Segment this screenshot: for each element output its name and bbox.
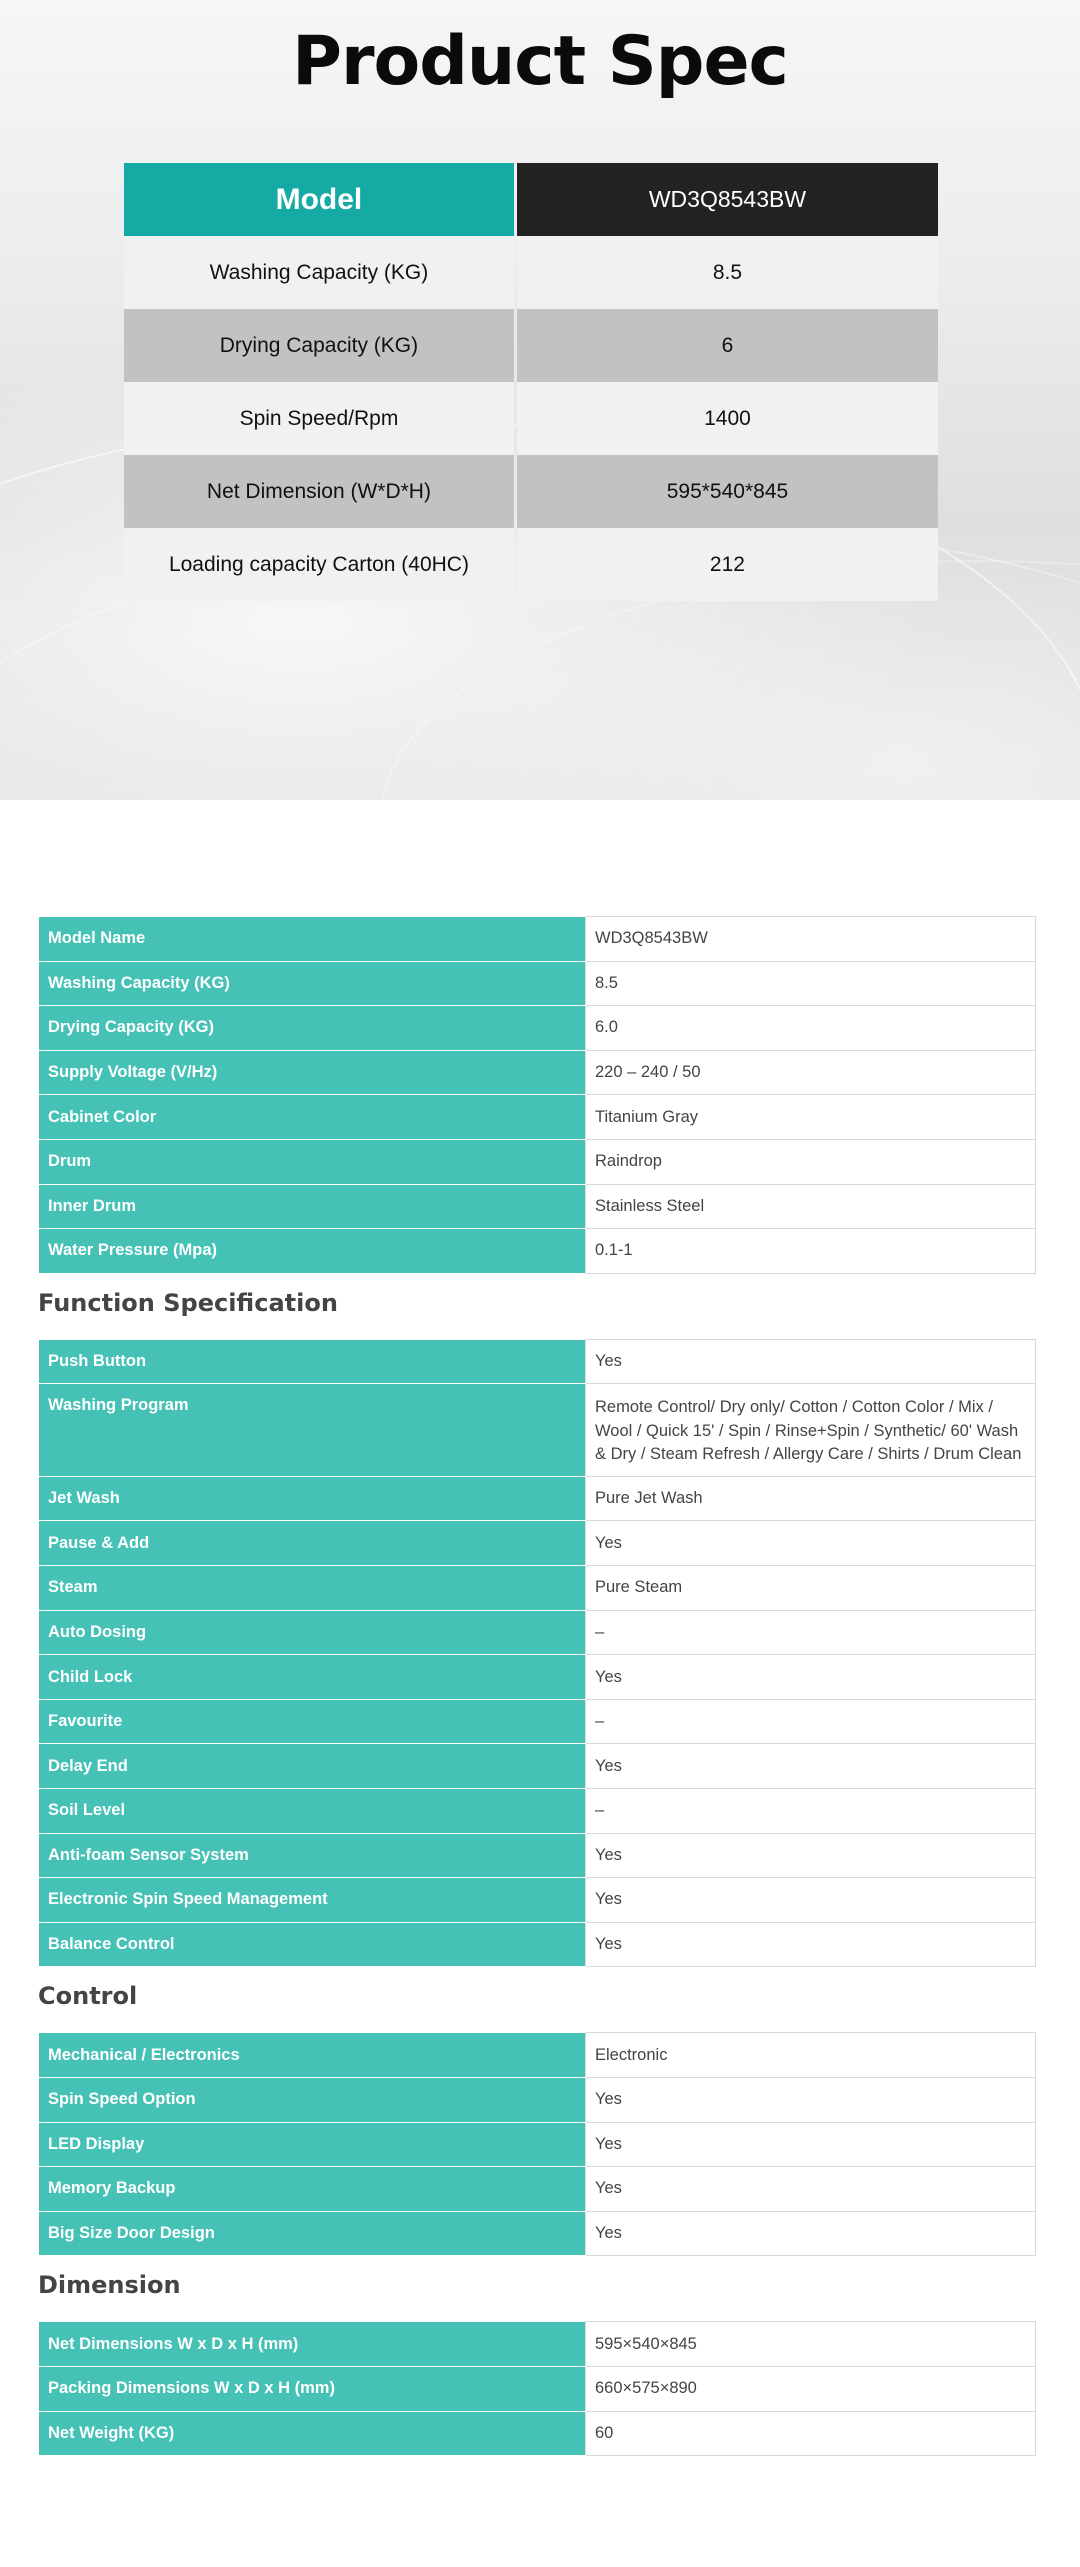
summary-row <box>124 382 938 455</box>
spec-value: Yes <box>586 2167 1036 2212</box>
table-row <box>39 1139 1036 1184</box>
summary-row-label: Loading capacity Carton (40HC) <box>124 528 514 601</box>
table-row <box>39 1476 1036 1521</box>
spec-value: 660×575×890 <box>586 2366 1036 2411</box>
table-row <box>39 1095 1036 1140</box>
summary-row-value: 1400 <box>517 382 938 455</box>
spec-value: Yes <box>586 1521 1036 1566</box>
spec-value: Yes <box>586 1655 1036 1700</box>
table-row <box>39 1922 1036 1967</box>
summary-row-value: 6 <box>517 309 938 382</box>
spec-value: Electronic <box>586 2033 1036 2078</box>
spec-value: Yes <box>586 1339 1036 1384</box>
table-row <box>39 1566 1036 1611</box>
section-title-dimension: Dimension <box>38 2271 181 2300</box>
summary-header-row <box>124 163 938 236</box>
spec-value: – <box>586 1610 1036 1655</box>
table-row <box>39 2033 1036 2078</box>
summary-header-value: WD3Q8543BW <box>517 163 938 236</box>
spec-label: Delay End <box>39 1744 586 1789</box>
spec-label: Auto Dosing <box>39 1610 586 1655</box>
table-row <box>39 1339 1036 1384</box>
spec-label: LED Display <box>39 2122 586 2167</box>
table-row <box>39 1833 1036 1878</box>
spec-value: WD3Q8543BW <box>586 917 1036 962</box>
table-row <box>39 1699 1036 1744</box>
spec-label: Steam <box>39 1566 586 1611</box>
spec-label: Packing Dimensions W x D x H (mm) <box>39 2366 586 2411</box>
table-row <box>39 2077 1036 2122</box>
spec-value: 0.1-1 <box>586 1229 1036 1274</box>
spec-label: Water Pressure (Mpa) <box>39 1229 586 1274</box>
spec-label: Electronic Spin Speed Management <box>39 1878 586 1923</box>
table-row <box>39 1521 1036 1566</box>
spec-label: Balance Control <box>39 1922 586 1967</box>
spec-label: Net Weight (KG) <box>39 2411 586 2456</box>
function-spec-table <box>38 1339 1036 1968</box>
spec-label: Favourite <box>39 1699 586 1744</box>
table-row <box>39 1655 1036 1700</box>
summary-row-value: 595*540*845 <box>517 455 938 528</box>
summary-row-label: Net Dimension (W*D*H) <box>124 455 514 528</box>
spec-label: Soil Level <box>39 1789 586 1834</box>
table-row <box>39 2167 1036 2212</box>
table-row <box>39 2122 1036 2167</box>
spec-value: Pure Jet Wash <box>586 1476 1036 1521</box>
spec-label: Washing Capacity (KG) <box>39 961 586 1006</box>
spec-value: Titanium Gray <box>586 1095 1036 1140</box>
table-row <box>39 2411 1036 2456</box>
spec-label: Child Lock <box>39 1655 586 1700</box>
spec-label: Washing Program <box>39 1384 586 1477</box>
spec-value: 8.5 <box>586 961 1036 1006</box>
section-title-control: Control <box>38 1982 138 2011</box>
table-row <box>39 1050 1036 1095</box>
summary-row-label: Spin Speed/Rpm <box>124 382 514 455</box>
table-row <box>39 1184 1036 1229</box>
table-row <box>39 2211 1036 2256</box>
control-spec-table <box>38 2032 1036 2256</box>
spec-value: Pure Steam <box>586 1566 1036 1611</box>
summary-spec-table <box>121 163 941 601</box>
table-row <box>39 2322 1036 2367</box>
spec-label: Jet Wash <box>39 1476 586 1521</box>
spec-value: 60 <box>586 2411 1036 2456</box>
table-row <box>39 1384 1036 1477</box>
spec-value: Yes <box>586 1878 1036 1923</box>
summary-row-label: Washing Capacity (KG) <box>124 236 514 309</box>
summary-header-label: Model <box>124 163 514 236</box>
spec-value: 220 – 240 / 50 <box>586 1050 1036 1095</box>
table-row <box>39 1744 1036 1789</box>
spec-value: – <box>586 1789 1036 1834</box>
spec-label: Memory Backup <box>39 2167 586 2212</box>
spec-value: Yes <box>586 2211 1036 2256</box>
summary-row-label: Drying Capacity (KG) <box>124 309 514 382</box>
table-row <box>39 961 1036 1006</box>
spec-label: Net Dimensions W x D x H (mm) <box>39 2322 586 2367</box>
page-title: Product Spec <box>292 22 788 101</box>
spec-label: Drying Capacity (KG) <box>39 1006 586 1051</box>
table-row <box>39 1229 1036 1274</box>
spec-value: Remote Control/ Dry only/ Cotton / Cotton Color / Mix / Wool / Quick 15' / Spin / Rinse+Spin / Synthetic/ 60' Wash & Dry / Steam Refresh / Allergy Care / Shirts / Drum Clean <box>586 1384 1036 1477</box>
summary-row <box>124 528 938 601</box>
table-row <box>39 1610 1036 1655</box>
dimension-spec-table <box>38 2321 1036 2456</box>
table-row <box>39 2366 1036 2411</box>
spec-label: Cabinet Color <box>39 1095 586 1140</box>
spec-value: 595×540×845 <box>586 2322 1036 2367</box>
spec-label: Spin Speed Option <box>39 2077 586 2122</box>
table-row <box>39 1006 1036 1051</box>
spec-value: Yes <box>586 1833 1036 1878</box>
spec-value: 6.0 <box>586 1006 1036 1051</box>
spec-label: Anti-foam Sensor System <box>39 1833 586 1878</box>
spec-value: Stainless Steel <box>586 1184 1036 1229</box>
spec-label: Push Button <box>39 1339 586 1384</box>
spec-value: Yes <box>586 2077 1036 2122</box>
table-row <box>39 917 1036 962</box>
product-spec-banner <box>0 0 1080 800</box>
spec-label: Mechanical / Electronics <box>39 2033 586 2078</box>
spec-value: Yes <box>586 2122 1036 2167</box>
spec-value: Yes <box>586 1744 1036 1789</box>
spec-value: – <box>586 1699 1036 1744</box>
spec-label: Model Name <box>39 917 586 962</box>
spec-label: Pause & Add <box>39 1521 586 1566</box>
summary-row-value: 212 <box>517 528 938 601</box>
spec-value: Yes <box>586 1922 1036 1967</box>
summary-row-value: 8.5 <box>517 236 938 309</box>
general-spec-table <box>38 916 1036 1274</box>
summary-row <box>124 455 938 528</box>
section-title-function: Function Specification <box>38 1288 338 1317</box>
spec-label: Drum <box>39 1139 586 1184</box>
summary-row <box>124 236 938 309</box>
summary-row <box>124 309 938 382</box>
spec-label: Supply Voltage (V/Hz) <box>39 1050 586 1095</box>
table-row <box>39 1878 1036 1923</box>
table-row <box>39 1789 1036 1834</box>
spec-label: Big Size Door Design <box>39 2211 586 2256</box>
spec-value: Raindrop <box>586 1139 1036 1184</box>
detailed-specifications <box>0 800 1080 2456</box>
spec-label: Inner Drum <box>39 1184 586 1229</box>
